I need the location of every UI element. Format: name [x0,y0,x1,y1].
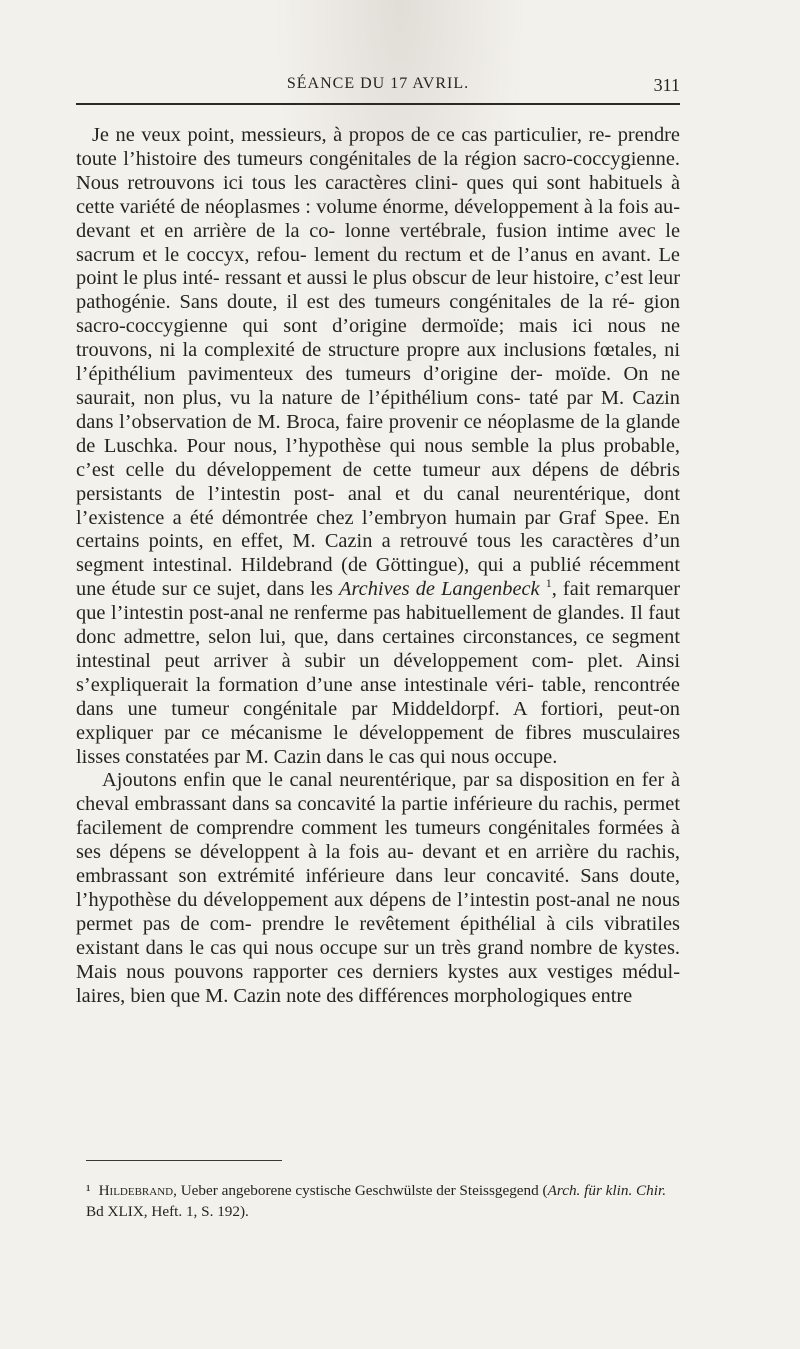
footnote-author: Hildebrand, [98,1182,177,1199]
footnote-end: Bd XLIX, Heft. 1, S. 192). [86,1203,249,1220]
journal-title-italic: Archives de Langenbeck [339,578,540,601]
footnote-mark: ¹ [86,1182,91,1199]
running-title: SÉANCE DU 17 AVRIL. [286,75,470,92]
footnote [86,1180,680,1222]
paragraph-1-part-2: , fait remarquer que l’intestin post-anal ne renferme pas habituellement de glandes. Il faut donc admettre, selon lui, que, dans certaines circonstances, ce segment intestinal peut arriver à subir un développement com- plet. Ainsi s’expliquerait la formation d’une anse intestinale véri- table, rencontrée dans une tumeur congénitale par Middeldorpf. A fortiori, peut-on expliquer par ce mécanisme le développement de fibres musculaires lisses constatées par M. Cazin dans le cas qui nous occupe. [76,578,680,768]
footnote-text: Ueber angeborene cystische Geschwülste der Steissgegend ( [176,1182,548,1199]
footnote-journal: Arch. für klin. Chir. [547,1182,666,1199]
paragraph-1-part-1: Je ne veux point, messieurs, à propos de ce cas particulier, re- prendre toute l’histoire des tumeurs congénitales de la région sacro-coccygienne. Nous retrouvons ici tous les caractères clini- ques qui sont habituels à cette variété de néoplasmes : volume énorme, développement à la fois au-devant et en arrière de la co- lonne vertébrale, fusion intime avec le sacrum et le coccyx, refou- lement du rectum et de l’anus en avant. Le point le plus inté- ressant et aussi le plus obscur de leur histoire, c’est leur pathogénie. Sans doute, il est des tumeurs congénitales de la ré- gion sacro-coccygienne qui sont d’origine dermoïde; mais ici nous ne trouvons, ni la complexité de structure propre aux inclusions fœtales, ni l’épithélium pavimenteux des tumeurs d’origine der- moïde. On ne saurait, non plus, vu la nature de l’épithélium cons- taté par M. Cazin dans l’observation de M. Broca, faire provenir ce néoplasme de la glande de Luschka. Pour nous, l’hypothèse qui nous semble la plus probable, c’est celle du développement de cette tumeur aux dépens de débris persistants de l’intestin post- anal et du canal neurentérique, dont l’existence a été démontrée chez l’embryon humain par Graf Spee. En certains points, en effet, M. Cazin a retrouvé tous les caractères d’un segment intestinal. Hildebrand (de Göttingue), qui a publié récemment une étude sur ce sujet, dans les [76,124,680,601]
header-rule [76,103,680,105]
paragraph-1 [76,124,680,769]
footnote-reference: 1 [545,576,552,591]
footnote-rule [86,1160,282,1161]
page-header [76,73,680,101]
body-text [76,124,680,1009]
paragraph-2: Ajoutons enfin que le canal neurentérique, par sa disposition en fer à cheval embrassant dans sa concavité la partie inférieure du rachis, permet facilement de comprendre comment les tumeurs congénitales formées à ses dépens se développent à la fois au- devant et en arrière du rachis, embrassant son extrémité inférieure dans leur concavité. Sans doute, l’hypothèse du développement aux dépens de l’intestin post-anal ne nous permet pas de com- prendre le revêtement épithélial à cils vibratiles existant dans le cas qui nous occupe sur un très grand nombre de kystes. Mais nous pouvons rapporter ces derniers kystes aux vestiges médul- laires, bien que M. Cazin note des différences morphologiques entre [76,769,680,1007]
page-number: 311 [653,75,680,95]
